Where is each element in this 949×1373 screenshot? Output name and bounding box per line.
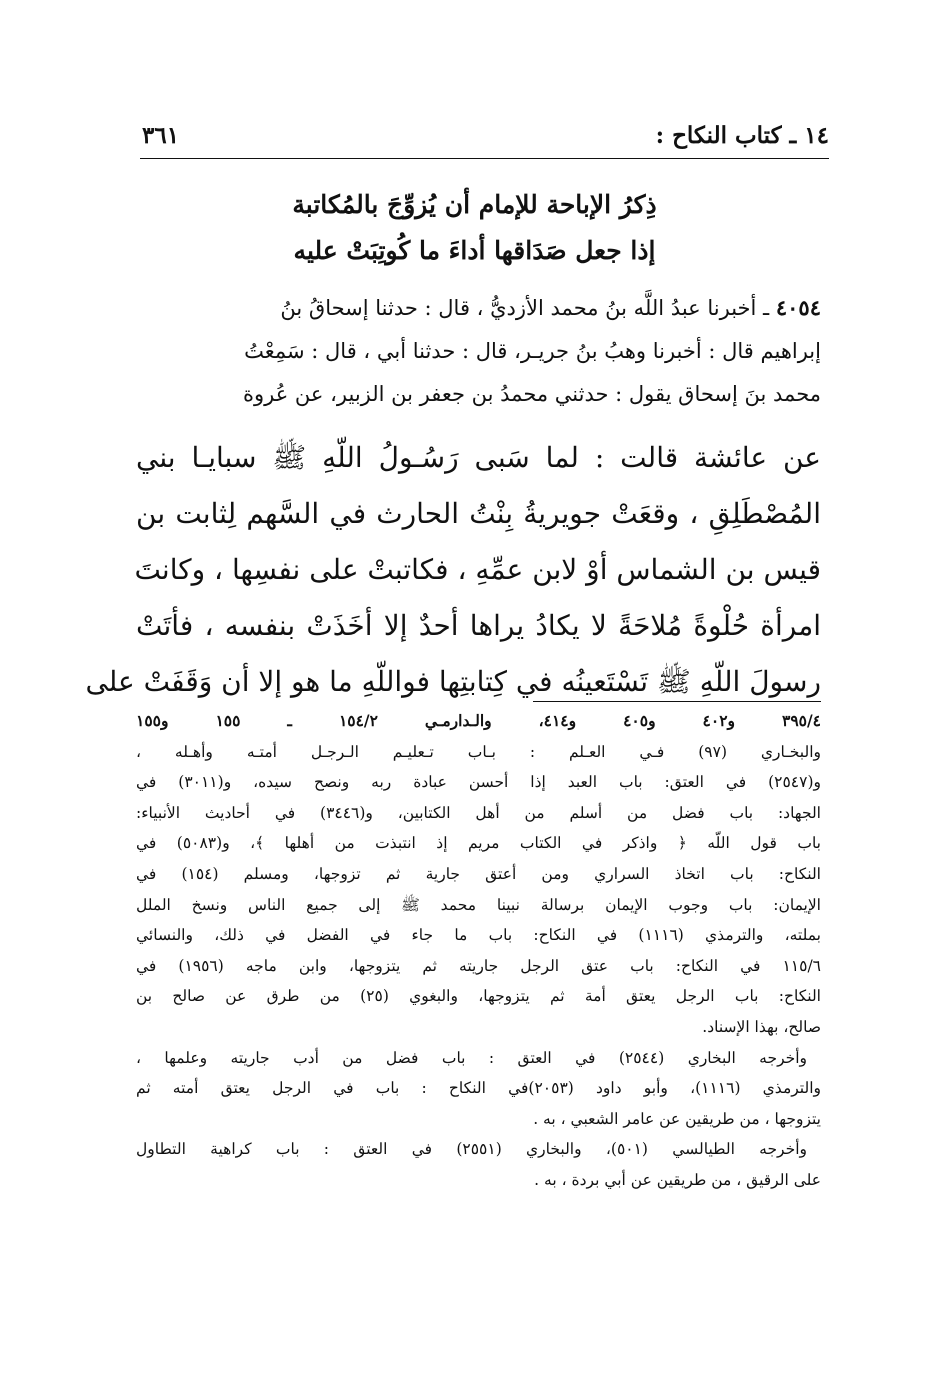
footnote-line: على الرقيق ، من طريقين عن أبي بردة ، به .: [534, 1170, 821, 1189]
footnote-line: ١١٥/٦ في النكاح: باب عتق الرجل جاريته ثم يتزوجها، وابن ماجه (١٩٥٦) في: [136, 956, 821, 975]
page-number: ٣٦١: [142, 122, 180, 149]
hadith-isnad: [132, 286, 821, 416]
hadith-text-line: المُصْطَلِقِ ، وقعَتْ جويريةُ بِنْتُ الحارث في السَّهم لِثابت بن: [136, 497, 821, 530]
hadith-text-line: قيس بن الشماس أوْ لابن عمِّهِ ، فكاتبتْ على نفسِها ، وكانتَ: [134, 553, 821, 586]
footnote-line: وأخرجه الطيالسي (٥٠١)، والبخاري (٢٥٥١) في العتق : باب كراهية التطاول: [136, 1140, 807, 1159]
footnote-line: صالح، بهذا الإسناد.: [702, 1017, 821, 1036]
footnote-line: الجهاد: باب فضل من أسلم من أهل الكتابين، و(٣٤٤٦) في أحاديث الأنبياء:: [136, 803, 821, 822]
footnote-line: والترمذي (١١١٦)، وأبو داود (٢٠٥٣)في النكاح : باب في الرجل يعتق أمته ثم: [136, 1079, 821, 1098]
footnote-line: الإيمان: باب وجوب الإيمان برسالة نبينا محمد ﷺ إلى جميع الناس ونسخ الملل: [136, 895, 821, 914]
footnote-line: النكاح: باب الرجل يعتق أمة ثم يتزوجها، والبغوي (٢٥) من طرق عن صالح بن: [136, 987, 821, 1006]
isnad-line-1-text: ـ أخبرنا عبدُ اللَّه بنُ محمد الأزديُّ ، قال : حدثنا إسحاقُ بنُ: [280, 296, 770, 320]
chapter-running-title: ١٤ ـ كتاب النكاح :: [655, 122, 829, 149]
isnad-line-3: محمد بنَ إسحاق يقول : حدثني محمدُ بن جعفر بن الزبير، عن عُروة: [242, 382, 821, 406]
footnote-line: النكاح: باب اتخاذ السراري ومن أعتق جارية ثم تزوجها، ومسلم (١٥٤) في: [136, 864, 821, 883]
footnote-line: بملته، والترمذي (١١١٦) في النكاح: باب ما جاء في الفضل في ذلك، والنسائي: [136, 926, 821, 945]
footnote-line: والبخـاري (٩٧) فـي العـلم : بـاب تـعليـم الـرجـل أمتـه وأهـله ،: [136, 742, 821, 761]
footnote-line: باب قول اللّه ﴿ واذكر في الكتاب مريم إذ انتبذت من أهلها ﴾، و(٥٠٨٣) في: [136, 834, 821, 853]
hadith-text-line: عن عائشة قالت : لما سَبى رَسُـولُ اللّهِ ﷺ سبايـا بني: [136, 441, 821, 474]
chapter-heading-line-1: ذِكرُ الإباحة للإمام أن يُزوِّجَ بالمُكاتبة: [292, 190, 657, 219]
hadith-text-line: رسولَ اللّهِ ﷺ تَسْتَعينُه في كِتابتِها فواللّهِ ما هو إلا أن وَقَفَتْ على: [85, 665, 821, 698]
hadith-number: ٤٠٥٤: [775, 295, 821, 320]
running-header: [140, 122, 829, 159]
footnote-separator: [533, 701, 821, 702]
hadith-text: [85, 430, 821, 710]
footnote-line: ٣٩٥/٤ و٤٠٢ و٤٠٥ و٤١٤، والـدارمـي ١٥٤/٢ ـ ١٥٥ و١٥٥: [136, 711, 821, 730]
chapter-heading: [140, 182, 809, 274]
isnad-line-2: إبراهيم قال : أخبرنا وهبُ بنُ جريـر، قال : حدثنا أبي ، قال : سَمِعْتُ: [244, 339, 821, 363]
footnotes: [136, 706, 821, 1196]
isnad-line-1: [132, 286, 821, 330]
hadith-text-line: امرأة حُلْوةً مُلاحَةً لا يكادُ يراها أحدٌ إلا أخَذَتْ بنفسه ، فأتَتْ: [136, 609, 821, 642]
footnote-line: و(٢٥٤٧) في العتق: باب العبد إذا أحسن عبادة ربه ونصح سيده، و(٣٠١١) في: [136, 773, 821, 792]
footnote-line: وأخرجه البخاري (٢٥٤٤) في العتق : باب فضل من أدب جاريته وعلمها ،: [136, 1048, 807, 1067]
chapter-heading-line-2: إذا جعل صَدَاقها أداءَ ما كُوتِبَتْ عليه: [293, 236, 656, 265]
footnote-line: يتزوجها ، من طريقين عن عامر الشعبي ، به .: [533, 1109, 821, 1128]
